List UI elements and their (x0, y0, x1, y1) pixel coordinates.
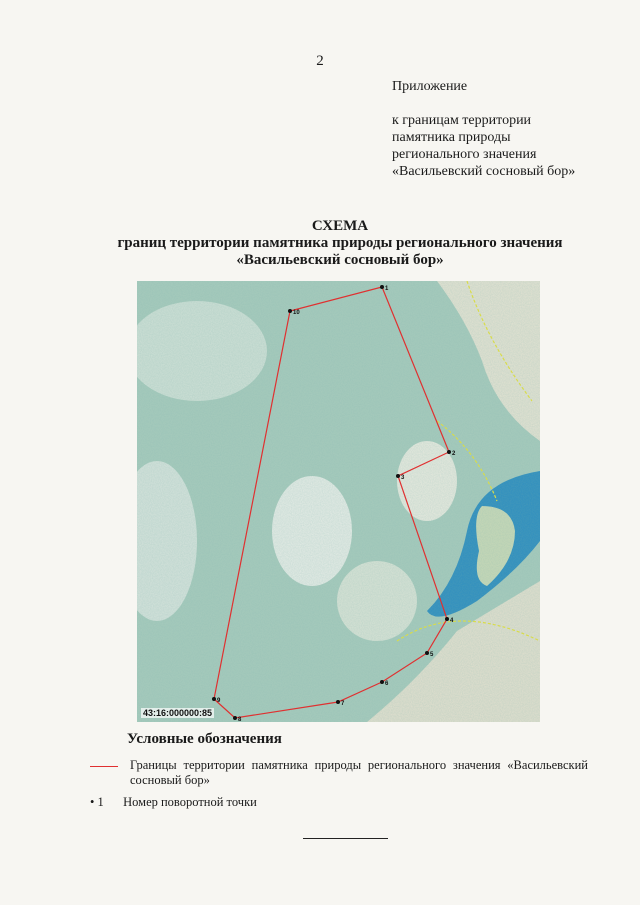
turning-point-marker (447, 450, 451, 454)
turning-point-marker (288, 309, 292, 313)
turning-point-marker (396, 474, 400, 478)
turning-point-label: 1 (385, 286, 389, 292)
legend-title: Условные обозначения (127, 731, 282, 747)
turning-point-label: 2 (452, 451, 456, 457)
legend-boundary-text: Границы территории памятника природы регионального значения «Васильевский сосновый бор» (130, 758, 588, 787)
point-symbol: • 1 (90, 795, 104, 809)
scheme-heading (0, 218, 640, 269)
appendix-block (392, 78, 575, 180)
scheme-title: СХЕМА (311, 218, 369, 234)
turning-point-marker (233, 716, 237, 720)
legend-point-text: Номер поворотной точки (123, 795, 257, 809)
turning-point-marker (425, 651, 429, 655)
end-rule (303, 838, 388, 839)
turning-point-marker (336, 700, 340, 704)
turning-point-label: 3 (401, 475, 405, 481)
turning-point-label: 8 (238, 717, 242, 722)
boundary-line-symbol (90, 766, 118, 767)
turning-point-label: 5 (430, 652, 434, 658)
map-svg (137, 281, 540, 722)
map-texture (137, 281, 540, 722)
appendix-line: к границам территории (392, 113, 532, 128)
turning-point-label: 7 (341, 701, 345, 707)
legend-point-row (90, 795, 257, 810)
turning-point-label: 10 (293, 310, 300, 316)
appendix-line: регионального значения (392, 147, 537, 162)
scheme-subtitle-line: «Васильевский сосновый бор» (236, 252, 444, 268)
turning-point-marker (380, 285, 384, 289)
appendix-line: «Васильевский сосновый бор» (392, 164, 576, 179)
cadastral-number: 43:16:000000:85 (143, 708, 213, 718)
turning-point-label: 6 (385, 681, 389, 687)
turning-point-label: 9 (217, 698, 221, 704)
appendix-line: памятника природы (392, 130, 511, 145)
turning-point-marker (445, 617, 449, 621)
page-number: 2 (316, 53, 324, 69)
turning-point-marker (212, 697, 216, 701)
scheme-subtitle-line: границ территории памятника природы регионального значения (117, 235, 563, 251)
turning-point-label: 4 (450, 618, 454, 624)
turning-point-marker (380, 680, 384, 684)
legend-boundary-row (90, 758, 588, 788)
appendix-title: Приложение (392, 79, 468, 94)
map-image (137, 281, 540, 722)
